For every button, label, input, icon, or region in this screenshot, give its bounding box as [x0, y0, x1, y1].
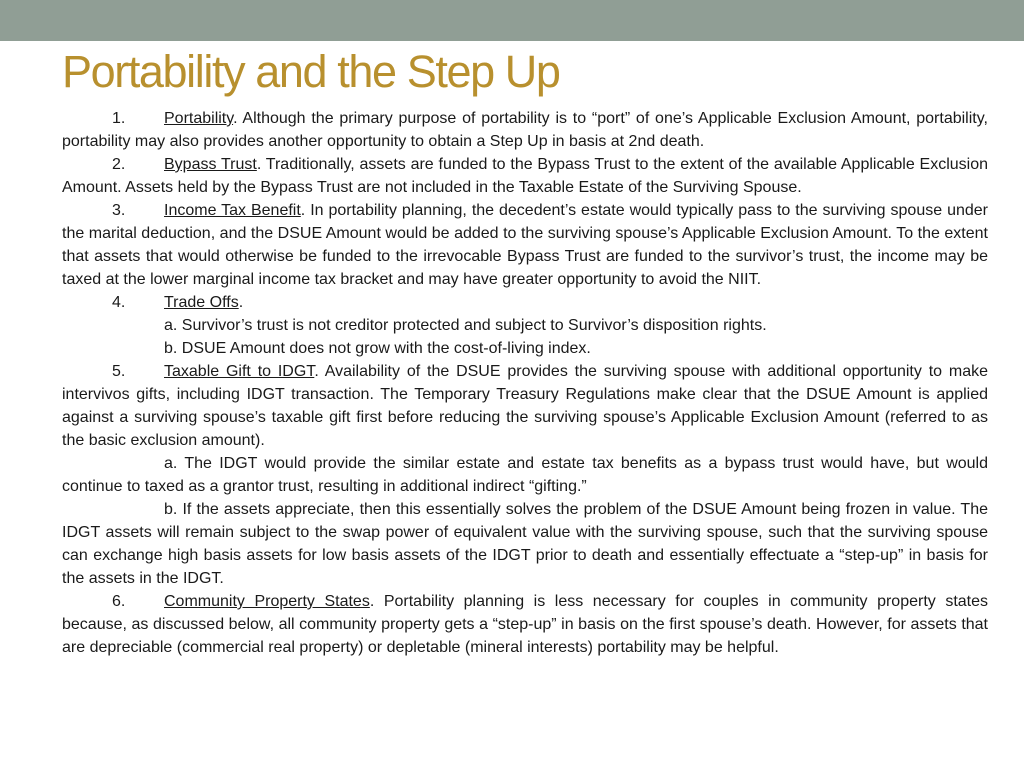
- header-bar: [0, 0, 1024, 41]
- item-body: . Availability of the DSUE provides the surviving spouse with additional opportunity to make intervivos gifts, including IDGT transaction. The Temporary Treasury Regulations make clear that the DSUE Amount is applied against a surviving spouse’s taxable gift first before reducing the surviving spouse’s Applicable Exclusion Amount (referred to as the basic exclusion amount).: [62, 363, 988, 449]
- sub-item-text: b. DSUE Amount does not grow with the cost-of-living index.: [164, 340, 591, 357]
- sub-item-text: a. Survivor’s trust is not creditor protected and subject to Survivor’s disposition rights.: [164, 317, 767, 334]
- item-body: . Traditionally, assets are funded to the Bypass Trust to the extent of the available Applicable Exclusion Amount. Assets held by the Bypass Trust are not included in the Taxable Estate of the Surviving Spouse.: [62, 156, 988, 196]
- item-heading: Taxable Gift to IDGT: [164, 363, 315, 380]
- item-number: 1.: [112, 110, 126, 127]
- item-body: .: [238, 294, 244, 311]
- item-number: 6.: [112, 593, 126, 610]
- item-body: . In portability planning, the decedent’s estate would typically pass to the surviving spouse under the marital deduction, and the DSUE Amount would be added to the surviving spouse’s Applicable Exclusion Amount. To the extent that assets that would otherwise be funded to the irrevocable Bypass Trust are funded to the survivor’s trust, the income may be taxed at the lower marginal income tax bracket and may have greater opportunity to avoid the NIIT.: [62, 202, 988, 288]
- sub-item-text: a. The IDGT would provide the similar estate and estate tax benefits as a bypass trust would have, but would continue to taxed as a grantor trust, resulting in additional indirect “gifting.”: [62, 455, 988, 495]
- item-portability: [62, 107, 988, 153]
- sub-item: [62, 314, 988, 337]
- sub-item-text: b. If the assets appreciate, then this essentially solves the problem of the DSUE Amount being frozen in value. The IDGT assets will remain subject to the swap power of equivalent value with the surviving spouse, such that the surviving spouse can exchange high basis assets for low basis assets of the IDGT prior to death and essentially effectuate a “step-up” in basis for the assets in the IDGT.: [62, 501, 988, 587]
- item-body: . Portability planning is less necessary for couples in community property states because, as discussed below, all community property gets a “step-up” in basis on the first spouse’s death. However, for assets that are depreciable (commercial real property) or depletable (mineral interests) portability may be helpful.: [62, 593, 989, 656]
- sub-item: [62, 337, 988, 360]
- item-heading: Portability: [164, 110, 234, 127]
- item-taxable-gift-to-idgt: [62, 360, 988, 452]
- item-heading: Income Tax Benefit: [164, 202, 301, 219]
- item-heading: Bypass Trust: [164, 156, 257, 173]
- item-trade-offs: [62, 291, 988, 314]
- slide-content: [62, 107, 988, 659]
- item-number: 3.: [112, 202, 126, 219]
- item-bypass-trust: [62, 153, 988, 199]
- item-number: 2.: [112, 156, 126, 173]
- sub-item: [62, 498, 988, 590]
- sub-item: [62, 452, 988, 498]
- item-community-property-states: [62, 590, 988, 659]
- item-heading: Community Property States: [164, 593, 370, 610]
- item-body: . Although the primary purpose of portability is to “port” of one’s Applicable Exclusion Amount, portability, portability may also provides another opportunity to obtain a Step Up in basis at 2nd death.: [62, 110, 988, 150]
- slide-title: Portability and the Step Up: [62, 46, 560, 97]
- item-income-tax-benefit: [62, 199, 988, 291]
- item-number: 4.: [112, 294, 126, 311]
- item-heading: Trade Offs: [164, 294, 239, 311]
- item-number: 5.: [112, 363, 126, 380]
